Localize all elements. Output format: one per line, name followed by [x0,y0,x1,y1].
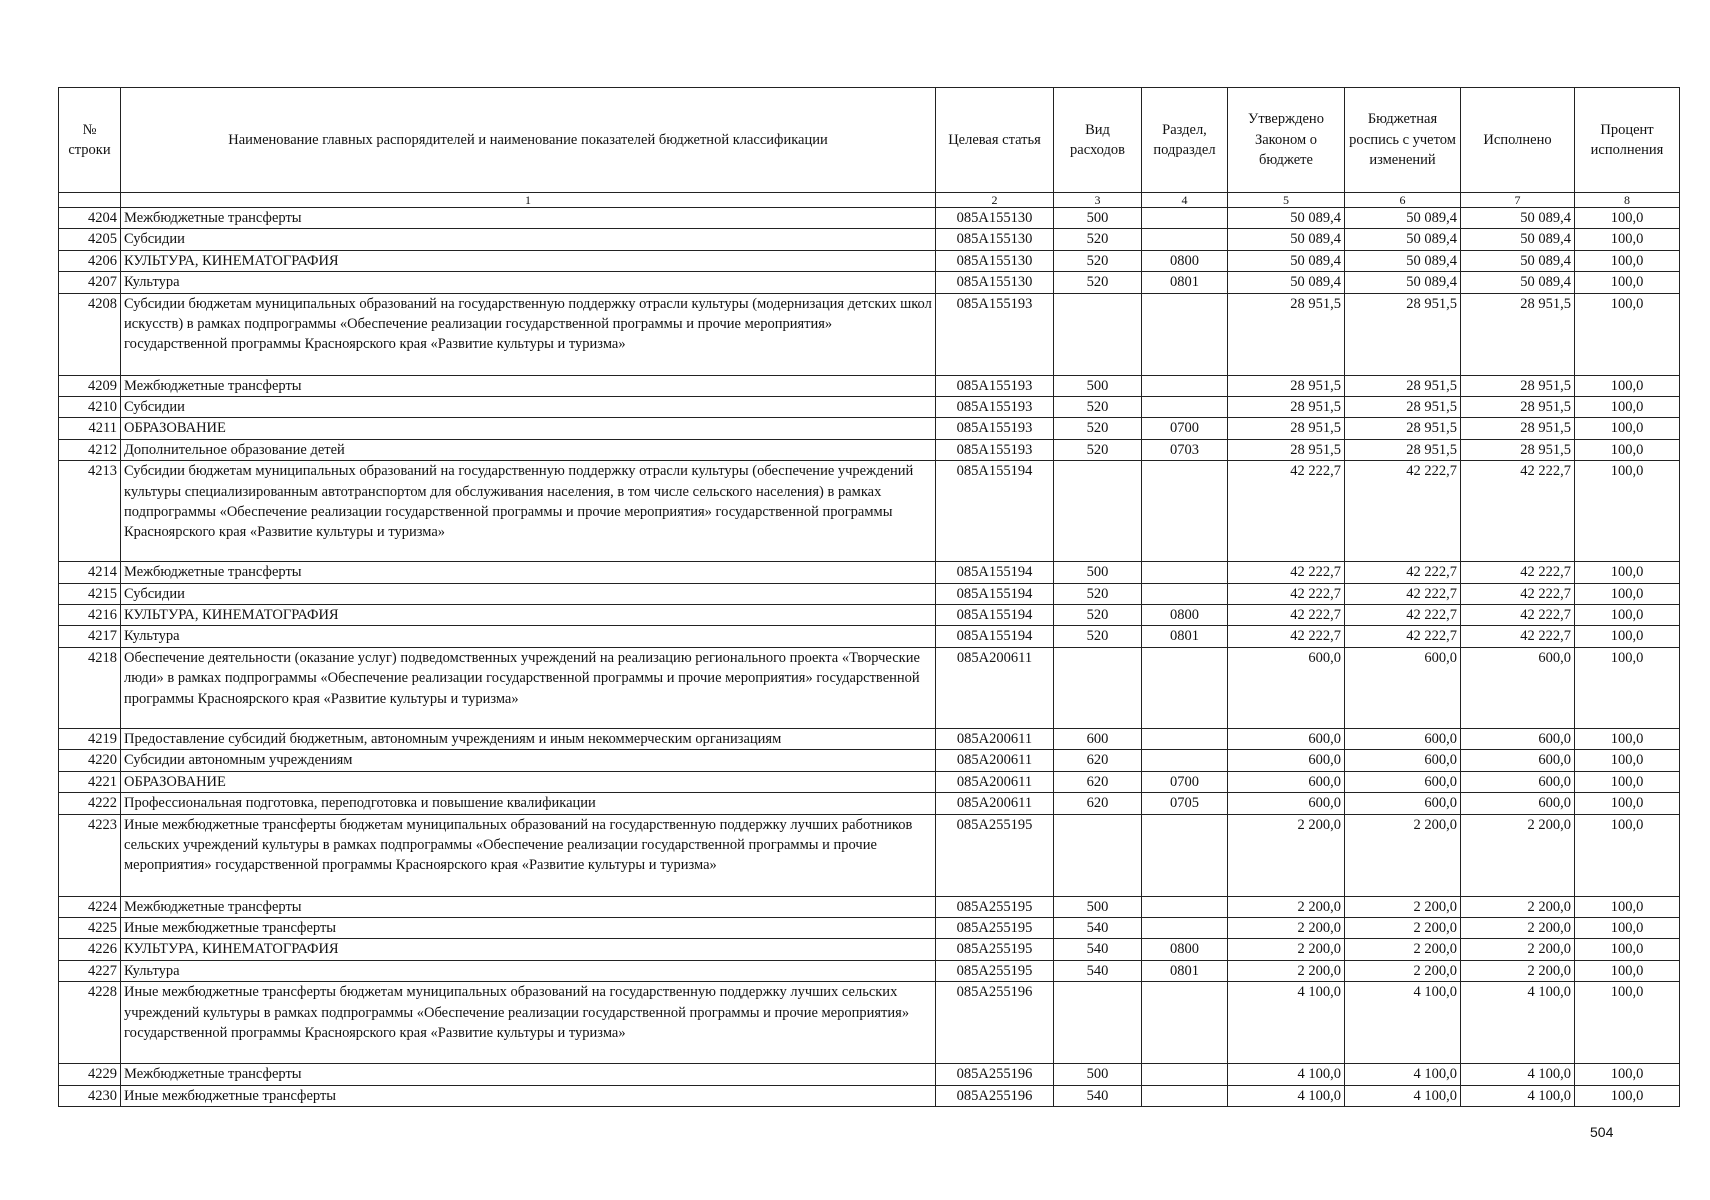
percent-cell: 100,0 [1575,272,1680,293]
approved-cell: 600,0 [1228,793,1345,814]
table-row [59,939,1680,960]
schedule-cell: 600,0 [1345,728,1461,749]
row-number-cell: 4229 [59,1064,121,1085]
column-number: 8 [1575,193,1680,208]
row-number-cell: 4208 [59,293,121,375]
target-article-cell: 085A155130 [936,272,1054,293]
name-cell: ОБРАЗОВАНИЕ [121,418,936,439]
row-number-cell: 4211 [59,418,121,439]
approved-cell: 600,0 [1228,771,1345,792]
approved-cell: 2 200,0 [1228,960,1345,981]
row-number-cell: 4206 [59,250,121,271]
header-approved: Утверждено Законом о бюджете [1228,88,1345,193]
table-row [59,750,1680,771]
target-article-cell: 085A155193 [936,375,1054,396]
name-cell: КУЛЬТУРА, КИНЕМАТОГРАФИЯ [121,605,936,626]
target-article-cell: 085A200611 [936,728,1054,749]
schedule-cell: 4 100,0 [1345,982,1461,1064]
target-article-cell: 085A155194 [936,626,1054,647]
expense-type-cell [1054,461,1142,562]
table-row [59,229,1680,250]
section-cell [1142,814,1228,896]
approved-cell: 42 222,7 [1228,626,1345,647]
table-row [59,647,1680,728]
name-cell: Профессиональная подготовка, переподготовка и повышение квалификации [121,793,936,814]
executed-cell: 28 951,5 [1461,397,1575,418]
expense-type-cell: 520 [1054,605,1142,626]
expense-type-cell: 500 [1054,562,1142,583]
target-article-cell: 085A255195 [936,917,1054,938]
column-number: 5 [1228,193,1345,208]
executed-cell: 4 100,0 [1461,982,1575,1064]
name-cell: Иные межбюджетные трансферты бюджетам муниципальных образований на государственную поддержку лучших сельских учреждений культуры в рамках подпрограммы «Обеспечение реализации государственной программы и прочие мероприятия» государственной программы Красноярского края «Развитие культуры и туризма» [121,982,936,1064]
table-row [59,439,1680,460]
name-cell: КУЛЬТУРА, КИНЕМАТОГРАФИЯ [121,250,936,271]
approved-cell: 4 100,0 [1228,1064,1345,1085]
name-cell: Субсидии [121,583,936,604]
table-header-row [59,88,1680,193]
target-article-cell: 085A155193 [936,397,1054,418]
name-cell: ОБРАЗОВАНИЕ [121,771,936,792]
header-target-article: Целевая статья [936,88,1054,193]
table-body [59,208,1680,1107]
expense-type-cell [1054,814,1142,896]
approved-cell: 4 100,0 [1228,982,1345,1064]
percent-cell: 100,0 [1575,583,1680,604]
name-cell: Субсидии бюджетам муниципальных образований на государственную поддержку отрасли культуры (модернизация детских школ искусств) в рамках подпрограммы «Обеспечение реализации государственной программы и прочие мероприятия» государственной программы Красноярского края «Развитие культуры и туризма» [121,293,936,375]
table-row [59,771,1680,792]
row-number-cell: 4212 [59,439,121,460]
table-row [59,814,1680,896]
expense-type-cell [1054,982,1142,1064]
approved-cell: 28 951,5 [1228,439,1345,460]
expense-type-cell: 500 [1054,896,1142,917]
table-row [59,293,1680,375]
section-cell: 0800 [1142,250,1228,271]
approved-cell: 2 200,0 [1228,917,1345,938]
target-article-cell: 085A200611 [936,750,1054,771]
name-cell: Субсидии [121,397,936,418]
column-number: 3 [1054,193,1142,208]
target-article-cell: 085A200611 [936,771,1054,792]
expense-type-cell: 520 [1054,626,1142,647]
row-number-cell: 4220 [59,750,121,771]
percent-cell: 100,0 [1575,917,1680,938]
name-cell: КУЛЬТУРА, КИНЕМАТОГРАФИЯ [121,939,936,960]
executed-cell: 42 222,7 [1461,583,1575,604]
percent-cell: 100,0 [1575,771,1680,792]
page-number: 504 [1590,1124,1614,1140]
table-row [59,583,1680,604]
executed-cell: 600,0 [1461,647,1575,728]
approved-cell: 42 222,7 [1228,605,1345,626]
section-cell [1142,1085,1228,1106]
table-row [59,605,1680,626]
name-cell: Культура [121,626,936,647]
approved-cell: 42 222,7 [1228,461,1345,562]
column-number-row [59,193,1680,208]
percent-cell: 100,0 [1575,1085,1680,1106]
executed-cell: 42 222,7 [1461,605,1575,626]
target-article-cell: 085A155193 [936,439,1054,460]
approved-cell: 50 089,4 [1228,229,1345,250]
table-row [59,562,1680,583]
section-cell [1142,917,1228,938]
schedule-cell: 42 222,7 [1345,626,1461,647]
schedule-cell: 50 089,4 [1345,208,1461,229]
name-cell: Межбюджетные трансферты [121,1064,936,1085]
row-number-cell: 4218 [59,647,121,728]
name-cell: Межбюджетные трансферты [121,375,936,396]
table-row [59,728,1680,749]
target-article-cell: 085A255196 [936,982,1054,1064]
table-row [59,917,1680,938]
schedule-cell: 50 089,4 [1345,272,1461,293]
approved-cell: 50 089,4 [1228,250,1345,271]
target-article-cell: 085A255195 [936,960,1054,981]
section-cell [1142,293,1228,375]
section-cell: 0800 [1142,939,1228,960]
expense-type-cell: 600 [1054,728,1142,749]
target-article-cell: 085A255196 [936,1085,1054,1106]
percent-cell: 100,0 [1575,960,1680,981]
executed-cell: 2 200,0 [1461,814,1575,896]
target-article-cell: 085A200611 [936,793,1054,814]
row-number-cell: 4219 [59,728,121,749]
target-article-cell: 085A155194 [936,583,1054,604]
approved-cell: 50 089,4 [1228,272,1345,293]
section-cell [1142,728,1228,749]
table-row [59,1064,1680,1085]
percent-cell: 100,0 [1575,439,1680,460]
row-number-cell: 4204 [59,208,121,229]
section-cell [1142,982,1228,1064]
row-number-cell: 4207 [59,272,121,293]
executed-cell: 600,0 [1461,728,1575,749]
percent-cell: 100,0 [1575,728,1680,749]
approved-cell: 28 951,5 [1228,375,1345,396]
expense-type-cell: 620 [1054,793,1142,814]
percent-cell: 100,0 [1575,982,1680,1064]
column-number: 2 [936,193,1054,208]
expense-type-cell: 520 [1054,229,1142,250]
row-number-cell: 4210 [59,397,121,418]
table-row [59,793,1680,814]
name-cell: Предоставление субсидий бюджетным, автономным учреждениям и иным некоммерческим организациям [121,728,936,749]
schedule-cell: 4 100,0 [1345,1085,1461,1106]
percent-cell: 100,0 [1575,939,1680,960]
approved-cell: 42 222,7 [1228,583,1345,604]
approved-cell: 600,0 [1228,647,1345,728]
table-row [59,896,1680,917]
percent-cell: 100,0 [1575,814,1680,896]
row-number-cell: 4214 [59,562,121,583]
schedule-cell: 28 951,5 [1345,439,1461,460]
expense-type-cell: 540 [1054,960,1142,981]
approved-cell: 600,0 [1228,750,1345,771]
schedule-cell: 28 951,5 [1345,418,1461,439]
section-cell [1142,562,1228,583]
name-cell: Культура [121,272,936,293]
expense-type-cell: 500 [1054,208,1142,229]
target-article-cell: 085A155130 [936,229,1054,250]
approved-cell: 2 200,0 [1228,814,1345,896]
name-cell: Межбюджетные трансферты [121,562,936,583]
schedule-cell: 2 200,0 [1345,896,1461,917]
target-article-cell: 085A155194 [936,562,1054,583]
expense-type-cell: 620 [1054,771,1142,792]
name-cell: Обеспечение деятельности (оказание услуг) подведомственных учреждений на реализацию регионального проекта «Творческие люди» в рамках подпрограммы «Обеспечение реализации государственной программы и прочие мероприятия» государственной программы Красноярского края «Развитие культуры и туризма» [121,647,936,728]
percent-cell: 100,0 [1575,418,1680,439]
target-article-cell: 085A155130 [936,208,1054,229]
expense-type-cell: 500 [1054,1064,1142,1085]
percent-cell: 100,0 [1575,208,1680,229]
percent-cell: 100,0 [1575,1064,1680,1085]
executed-cell: 42 222,7 [1461,626,1575,647]
executed-cell: 600,0 [1461,750,1575,771]
target-article-cell: 085A200611 [936,647,1054,728]
executed-cell: 28 951,5 [1461,418,1575,439]
executed-cell: 600,0 [1461,793,1575,814]
schedule-cell: 28 951,5 [1345,375,1461,396]
name-cell: Иные межбюджетные трансферты бюджетам муниципальных образований на государственную поддержку лучших работников сельских учреждений культуры в рамках подпрограммы «Обеспечение реализации государственной программы и прочие мероприятия» государственной программы Красноярского края «Развитие культуры и туризма» [121,814,936,896]
executed-cell: 600,0 [1461,771,1575,792]
column-number: 6 [1345,193,1461,208]
expense-type-cell: 500 [1054,375,1142,396]
row-number-cell: 4215 [59,583,121,604]
name-cell: Иные межбюджетные трансферты [121,1085,936,1106]
expense-type-cell: 540 [1054,1085,1142,1106]
schedule-cell: 2 200,0 [1345,960,1461,981]
row-number-cell: 4213 [59,461,121,562]
budget-table [58,87,1680,1107]
section-cell [1142,208,1228,229]
section-cell: 0700 [1142,418,1228,439]
percent-cell: 100,0 [1575,293,1680,375]
section-cell [1142,647,1228,728]
schedule-cell: 42 222,7 [1345,562,1461,583]
schedule-cell: 2 200,0 [1345,917,1461,938]
row-number-cell: 4225 [59,917,121,938]
section-cell [1142,375,1228,396]
name-cell: Межбюджетные трансферты [121,896,936,917]
table-row [59,626,1680,647]
header-section: Раздел, подраздел [1142,88,1228,193]
row-number-cell: 4227 [59,960,121,981]
executed-cell: 28 951,5 [1461,375,1575,396]
row-number-cell: 4216 [59,605,121,626]
target-article-cell: 085A155130 [936,250,1054,271]
expense-type-cell: 520 [1054,250,1142,271]
schedule-cell: 2 200,0 [1345,939,1461,960]
row-number-cell: 4205 [59,229,121,250]
percent-cell: 100,0 [1575,626,1680,647]
approved-cell: 600,0 [1228,728,1345,749]
percent-cell: 100,0 [1575,397,1680,418]
approved-cell: 42 222,7 [1228,562,1345,583]
row-number-cell: 4222 [59,793,121,814]
name-cell: Субсидии [121,229,936,250]
expense-type-cell [1054,293,1142,375]
schedule-cell: 600,0 [1345,750,1461,771]
column-number: 4 [1142,193,1228,208]
row-number-cell: 4226 [59,939,121,960]
approved-cell: 2 200,0 [1228,939,1345,960]
executed-cell: 42 222,7 [1461,461,1575,562]
section-cell [1142,583,1228,604]
section-cell [1142,750,1228,771]
column-number: 7 [1461,193,1575,208]
name-cell: Субсидии автономным учреждениям [121,750,936,771]
expense-type-cell: 520 [1054,439,1142,460]
percent-cell: 100,0 [1575,562,1680,583]
column-number: 1 [121,193,936,208]
executed-cell: 50 089,4 [1461,272,1575,293]
target-article-cell: 085A155193 [936,293,1054,375]
schedule-cell: 28 951,5 [1345,397,1461,418]
target-article-cell: 085A155194 [936,605,1054,626]
section-cell: 0700 [1142,771,1228,792]
expense-type-cell: 520 [1054,272,1142,293]
section-cell [1142,896,1228,917]
section-cell: 0705 [1142,793,1228,814]
table-row [59,982,1680,1064]
column-number-blank [59,193,121,208]
expense-type-cell: 620 [1054,750,1142,771]
header-row-number: № строки [59,88,121,193]
table-row [59,960,1680,981]
executed-cell: 4 100,0 [1461,1085,1575,1106]
expense-type-cell: 540 [1054,939,1142,960]
expense-type-cell [1054,647,1142,728]
section-cell: 0800 [1142,605,1228,626]
approved-cell: 50 089,4 [1228,208,1345,229]
percent-cell: 100,0 [1575,896,1680,917]
target-article-cell: 085A255195 [936,939,1054,960]
row-number-cell: 4228 [59,982,121,1064]
percent-cell: 100,0 [1575,793,1680,814]
header-name: Наименование главных распорядителей и наименование показателей бюджетной классификации [121,88,936,193]
executed-cell: 28 951,5 [1461,293,1575,375]
target-article-cell: 085A155193 [936,418,1054,439]
executed-cell: 28 951,5 [1461,439,1575,460]
approved-cell: 28 951,5 [1228,418,1345,439]
row-number-cell: 4223 [59,814,121,896]
target-article-cell: 085A255196 [936,1064,1054,1085]
header-expense-type: Вид расходов [1054,88,1142,193]
row-number-cell: 4224 [59,896,121,917]
schedule-cell: 50 089,4 [1345,229,1461,250]
target-article-cell: 085A155194 [936,461,1054,562]
executed-cell: 2 200,0 [1461,939,1575,960]
expense-type-cell: 540 [1054,917,1142,938]
table-row [59,461,1680,562]
schedule-cell: 42 222,7 [1345,461,1461,562]
section-cell [1142,461,1228,562]
schedule-cell: 50 089,4 [1345,250,1461,271]
schedule-cell: 600,0 [1345,793,1461,814]
approved-cell: 28 951,5 [1228,397,1345,418]
table-row [59,250,1680,271]
schedule-cell: 600,0 [1345,647,1461,728]
target-article-cell: 085A255195 [936,814,1054,896]
header-percent: Процент исполнения [1575,88,1680,193]
row-number-cell: 4221 [59,771,121,792]
executed-cell: 50 089,4 [1461,250,1575,271]
approved-cell: 4 100,0 [1228,1085,1345,1106]
name-cell: Дополнительное образование детей [121,439,936,460]
percent-cell: 100,0 [1575,461,1680,562]
table-row [59,418,1680,439]
percent-cell: 100,0 [1575,750,1680,771]
executed-cell: 2 200,0 [1461,917,1575,938]
approved-cell: 28 951,5 [1228,293,1345,375]
executed-cell: 2 200,0 [1461,896,1575,917]
row-number-cell: 4217 [59,626,121,647]
name-cell: Межбюджетные трансферты [121,208,936,229]
section-cell: 0703 [1142,439,1228,460]
table-row [59,397,1680,418]
expense-type-cell: 520 [1054,583,1142,604]
section-cell [1142,229,1228,250]
schedule-cell: 4 100,0 [1345,1064,1461,1085]
table-row [59,208,1680,229]
percent-cell: 100,0 [1575,229,1680,250]
section-cell: 0801 [1142,960,1228,981]
expense-type-cell: 520 [1054,418,1142,439]
table-row [59,1085,1680,1106]
percent-cell: 100,0 [1575,250,1680,271]
name-cell: Иные межбюджетные трансферты [121,917,936,938]
table-row [59,375,1680,396]
name-cell: Субсидии бюджетам муниципальных образований на государственную поддержку отрасли культуры (обеспечение учреждений культуры специализированным автотранспортом для обслуживания населения, в том числе сельского населения) в рамках подпрограммы «Обеспечение реализации государственной программы и прочие мероприятия» государственной программы Красноярского края «Развитие культуры и туризма» [121,461,936,562]
header-budget-schedule: Бюджетная роспись с учетом изменений [1345,88,1461,193]
percent-cell: 100,0 [1575,647,1680,728]
header-executed: Исполнено [1461,88,1575,193]
schedule-cell: 2 200,0 [1345,814,1461,896]
executed-cell: 4 100,0 [1461,1064,1575,1085]
table-row [59,272,1680,293]
section-cell: 0801 [1142,272,1228,293]
schedule-cell: 28 951,5 [1345,293,1461,375]
schedule-cell: 42 222,7 [1345,583,1461,604]
section-cell [1142,397,1228,418]
row-number-cell: 4230 [59,1085,121,1106]
executed-cell: 50 089,4 [1461,229,1575,250]
expense-type-cell: 520 [1054,397,1142,418]
schedule-cell: 600,0 [1345,771,1461,792]
percent-cell: 100,0 [1575,375,1680,396]
executed-cell: 42 222,7 [1461,562,1575,583]
schedule-cell: 42 222,7 [1345,605,1461,626]
executed-cell: 50 089,4 [1461,208,1575,229]
target-article-cell: 085A255195 [936,896,1054,917]
executed-cell: 2 200,0 [1461,960,1575,981]
approved-cell: 2 200,0 [1228,896,1345,917]
section-cell [1142,1064,1228,1085]
percent-cell: 100,0 [1575,605,1680,626]
row-number-cell: 4209 [59,375,121,396]
name-cell: Культура [121,960,936,981]
section-cell: 0801 [1142,626,1228,647]
